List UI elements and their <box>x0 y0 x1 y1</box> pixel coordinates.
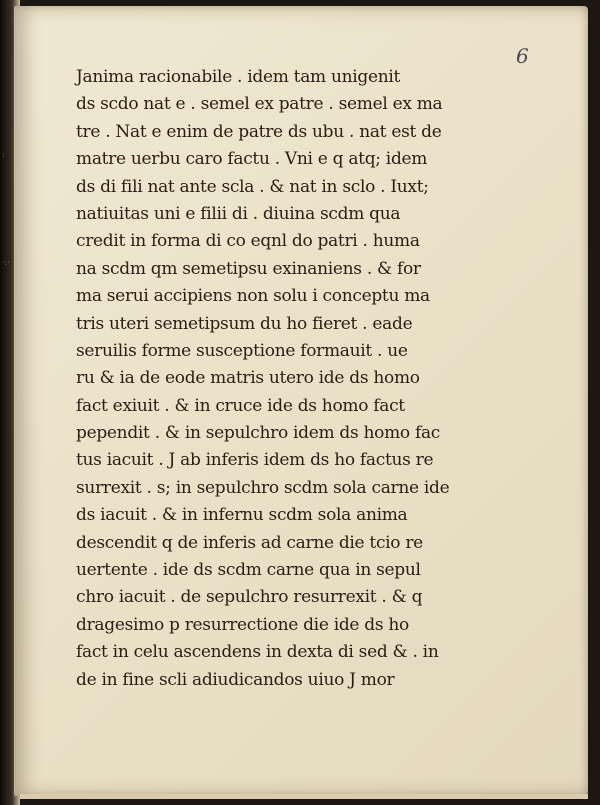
text-line: ru & ia de eode matris utero ide ds homo <box>76 368 420 389</box>
text-line: matre uerbu caro factu . Vni e q atq; idem <box>76 149 428 170</box>
margin-mark: : <box>2 150 5 159</box>
text-line: ds di fili nat ante scla . & nat in sclo . Iuxt; <box>76 176 429 197</box>
text-line: tus iacuit . J ab inferis idem ds ho factus re <box>76 450 434 471</box>
text-line: de in fine scli adiudicandos uiuo J mor <box>76 669 395 690</box>
text-line: ds scdo nat e . semel ex patre . semel ex ma <box>76 94 443 115</box>
text-line: fact in celu ascendens in dexta di sed & . in <box>76 642 439 663</box>
margin-mark: ·:· <box>2 258 10 267</box>
text-line: natiuitas uni e filii di . diuina scdm qua <box>76 203 401 224</box>
text-line: credit in forma di co eqnl do patri . huma <box>76 231 420 252</box>
text-line: tre . Nat e enim de patre ds ubu . nat est de <box>76 121 442 142</box>
text-line: ds iacuit . & in infernu scdm sola anima <box>76 505 408 526</box>
page-bottom-edge <box>20 794 588 799</box>
text-line: descendit q de inferis ad carne die tcio re <box>76 532 423 553</box>
text-line: Janima racionabile . idem tam unigenit <box>76 67 401 87</box>
manuscript-text <box>76 64 496 694</box>
text-line: fact exiuit . & in cruce ide ds homo fact <box>76 395 405 416</box>
text-line: pependit . & in sepulchro idem ds homo fac <box>76 423 441 444</box>
text-line: na scdm qm semetipsu exinaniens . & for <box>76 258 421 279</box>
text-line: surrexit . s; in sepulchro scdm sola carne ide <box>76 477 450 498</box>
text-line: dragesimo p resurrectione die ide ds ho <box>76 614 409 635</box>
text-line: seruilis forme susceptione formauit . ue <box>76 340 408 361</box>
text-line: ma serui accipiens non solu i conceptu ma <box>76 286 430 307</box>
folio-number: 6 <box>516 44 529 68</box>
text-line: uertente . ide ds scdm carne qua in sepul <box>76 560 421 581</box>
text-line: chro iacuit . de sepulchro resurrexit . & q <box>76 587 423 608</box>
text-line: tris uteri semetipsum du ho fieret . eade <box>76 313 413 334</box>
